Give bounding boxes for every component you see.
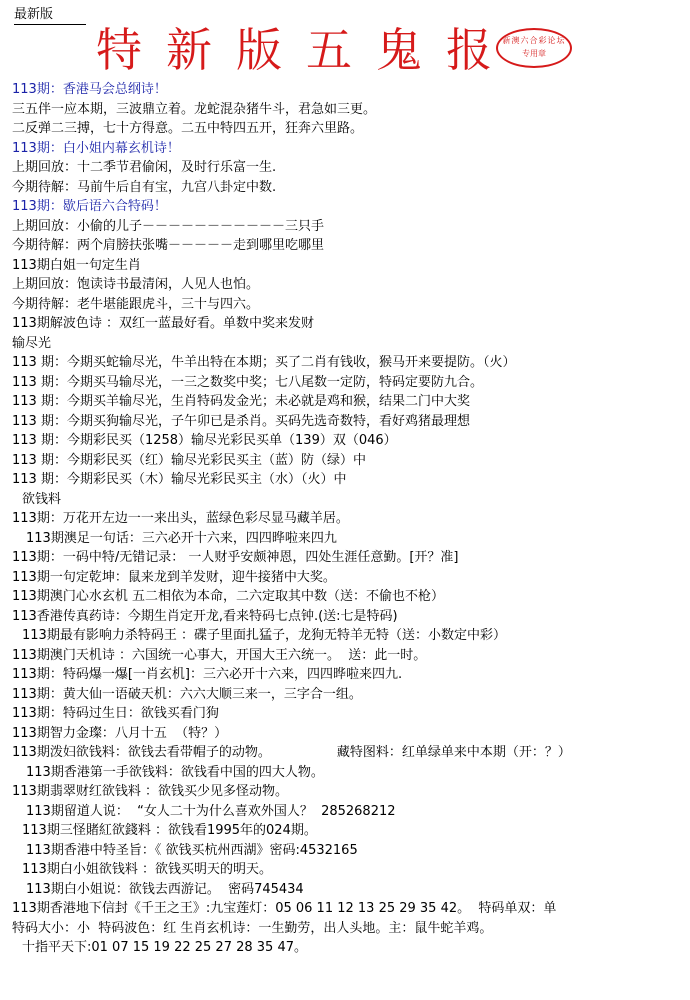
text-line: 113期：万花开左边一一来出头，蓝绿色彩尽显马藏羊居。	[12, 511, 349, 526]
text-line: 113期澳足一句话：三六必开十六来，四四晔啦来四九	[26, 530, 337, 546]
text-line: 今期待解：老牛堪能跟虎斗，三十与四六。	[12, 296, 260, 312]
text-line: 113期香港中特圣旨：《 欲钱买杭州西湖》密码:4532165	[26, 842, 358, 858]
text-line: 113期：歇后语六合特码！	[12, 199, 167, 214]
text-line: 113期最有影响力杀特码王 ：碟子里面扎猛子，龙狗无特羊无特（送：小数定中彩）	[22, 628, 506, 643]
text-line: 输尽光	[12, 335, 52, 351]
text-line: 今期待解：两个肩膀扶张嘴－－－－－走到哪里吃哪里	[12, 238, 325, 253]
text-line: 113期香港地下信封《千王之王》:九宝莲灯：05 06 11 12 13 25 29 35 42。 特码单双：单	[12, 901, 557, 916]
text-line: 113期解波色诗 ：双红一蓝最好看。单数中奖来发财	[12, 316, 314, 331]
text-line: 113期翡翠财红欲钱料 ：欲钱买少见多怪动物。	[12, 784, 288, 799]
text-line: 113香港传真药诗：今期生肖定开龙,看来特码七点钟.(送:七是特码)	[12, 608, 398, 624]
text-line: 上期回放：小偷的儿子－－－－－－－－－－－三只手	[12, 218, 325, 234]
text-line: 113期澳门天机诗 ：六国统一心事大，开国大王六统一。 送：此一时。	[12, 647, 427, 663]
text-line: 113期香港第一手欲钱料：欲钱看中国的四大人物。	[26, 764, 324, 780]
text-line: 113期澳门心水玄机 五二相依为本命，二六定取其中数（送：不偷也不枪）	[12, 589, 444, 604]
text-line: 113期：黄大仙一语破天机：六六大顺三来一，三字合一组。	[12, 686, 362, 702]
text-line: 113期泼妇欲钱料：欲钱去看带帽子的动物。 藏特图料：红单绿单来中本期（开：？）	[12, 745, 571, 760]
text-line: 上期回放：饱读诗书最清闲，人见人也怕。	[12, 277, 260, 292]
text-line: 113期：香港马会总纲诗！	[12, 82, 167, 97]
text-line: 113 期：今期买马输尽光，一三之数奖中奖；七八尾数一定防，特码定要防九合。	[12, 374, 483, 390]
seal-top-text: 新澳六合彩论坛	[502, 36, 566, 45]
text-line: 113期白小姐说：欲钱去西游记。 密码745434	[26, 881, 304, 897]
text-line: 113期：特码过生日：欲钱买看门狗	[12, 706, 219, 721]
text-line: 今期待解：马前牛后自有宝，九宫八卦定中数.	[12, 179, 277, 195]
text-line: 113期：特码爆一爆[一肖玄机]：三六必开十六来，四四晔啦来四九.	[12, 667, 403, 682]
seal-bottom-text: 专用章	[522, 49, 546, 58]
text-line: 113 期：今期彩民买（木）输尽光彩民买主（水）（火）中	[12, 472, 347, 487]
text-line: 113期白小姐欲钱料 ：欲钱买明天的明天。	[22, 862, 272, 877]
text-line: 113期智力金璨：八月十五 （特？）	[12, 725, 228, 741]
edition-label: 最新版	[14, 3, 86, 25]
text-line: 十指平天下:01 07 15 19 22 25 27 28 35 47。	[22, 940, 307, 955]
text-line: 特码大小：小 特码波色：红 生肖玄机诗：一生勤劳，出人头地。主：鼠牛蛇羊鸡。	[12, 920, 493, 936]
text-line: 113期留道人说： “女人二十为什么喜欢外国人？ 285268212	[26, 803, 396, 819]
text-line: 113 期：今期买狗输尽光，子午卯已是杀肖。买码先选奇数特，看好鸡猪最理想	[12, 413, 470, 429]
text-line: 113 期：今期买羊输尽光，生肖特码发金光；未必就是鸡和猴，结果二门中大奖	[12, 394, 470, 409]
text-line: 113期一句定乾坤：鼠来龙到羊发财，迎牛接猪中大奖。	[12, 569, 336, 585]
text-line: 113期三怪賭紅欲錢料 ：欲钱看1995年的024期。	[22, 823, 317, 838]
text-line: 三五伴一应本期，三波鼎立着。龙蛇混杂猪牛斗，君急如三更。	[12, 101, 377, 117]
content-lines	[12, 80, 684, 958]
text-line: 二反弹二三搏，七十方得意。二五中特四五开，狂奔六里路。	[12, 121, 364, 136]
text-line: 113 期：今期买蛇输尽光，牛羊出特在本期；买了二肖有钱收，猴马开来要提防。（火）	[12, 355, 516, 370]
text-line: 113期：一码中特/无错记录： 一人财乎安颇神恩，四处生涯任意勤。[开？准]	[12, 550, 459, 565]
text-line: 113期白姐一句定生肖	[12, 257, 141, 273]
text-line: 欲钱料	[22, 491, 62, 507]
text-line: 113期：白小姐内幕玄机诗！	[12, 140, 180, 156]
text-line: 上期回放：十二季节君偷闲，及时行乐富一生.	[12, 160, 277, 175]
text-line: 113 期：今期彩民买（红）输尽光彩民买主（蓝）防（绿）中	[12, 452, 366, 468]
text-line: 113 期：今期彩民买（1258）输尽光彩民买单（139）双（046）	[12, 433, 397, 448]
red-seal-stamp	[496, 28, 572, 68]
page-title: 特新版五鬼报	[96, 23, 516, 77]
